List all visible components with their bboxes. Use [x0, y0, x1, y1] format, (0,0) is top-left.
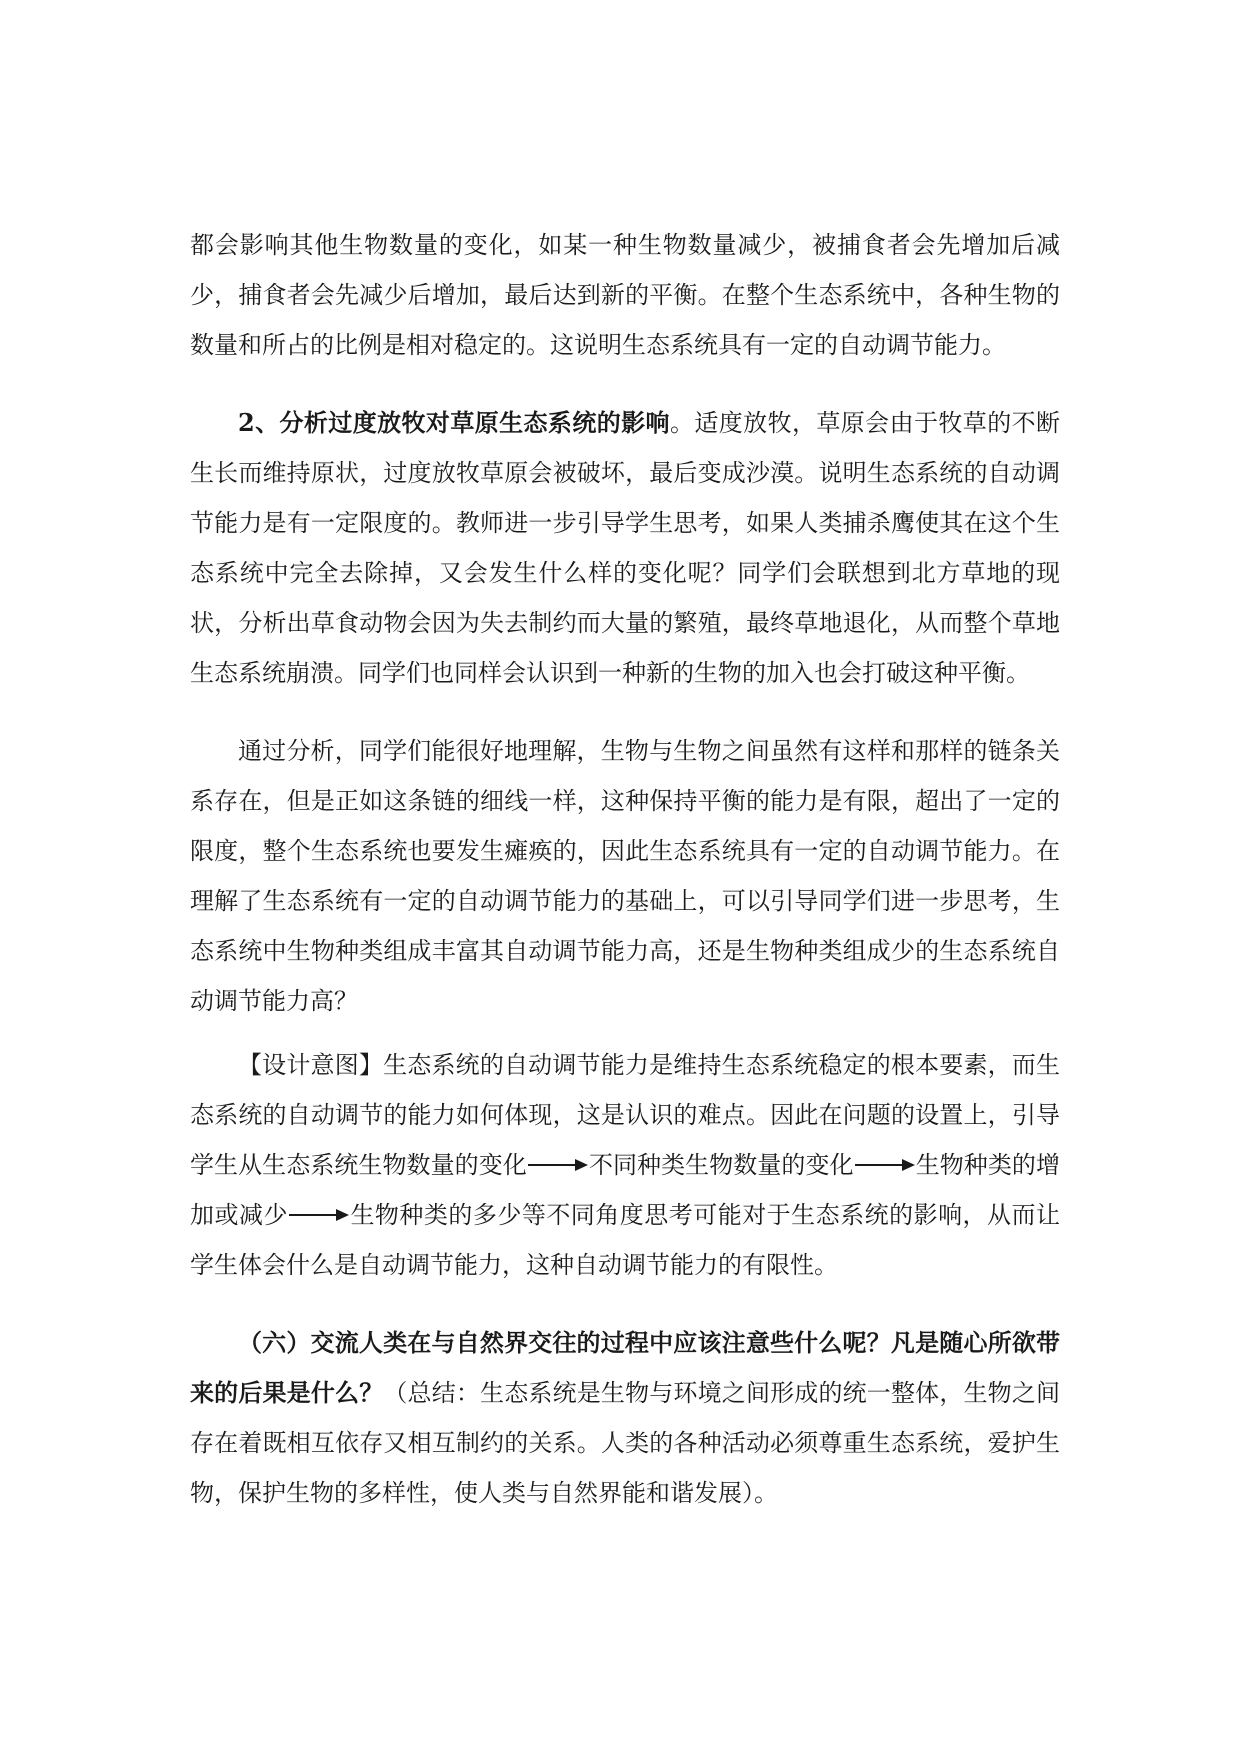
right-arrow-icon	[854, 1153, 916, 1177]
paragraph-overgrazing-text: 。适度放牧，草原会由于牧草的不断生长而维持原状，过度放牧草原会被破坏，最后变成沙漠。说明生态系统的自动调节能力是有一定限度的。教师进一步引导学生思考，如果人类捕杀鹰使其在这个生态系统中完全去除掉，又会发生什么样的变化呢？同学们会联想到北方草地的现状，分析出草食动物会因为失去制约而大量的繁殖，最终草地退化，从而整个草地生态系统崩溃。同学们也同样会认识到一种新的生物的加入也会打破这种平衡。	[190, 409, 1060, 687]
paragraph-analysis: 通过分析，同学们能很好地理解，生物与生物之间虽然有这样和那样的链条关系存在，但是正如这条链的细线一样，这种保持平衡的能力是有限，超出了一定的限度，整个生态系统也要发生瘫痪的，因此生态系统具有一定的自动调节能力。在理解了生态系统有一定的自动调节能力的基础上，可以引导同学们进一步思考，生态系统中生物种类组成丰富其自动调节能力高，还是生物种类组成少的生态系统自动调节能力高？	[190, 737, 1060, 1015]
section-heading-overgrazing: 2、分析过度放牧对草原生态系统的影响	[238, 408, 670, 437]
paragraph-overgrazing	[190, 398, 1060, 698]
paragraph-balance: 都会影响其他生物数量的变化，如某一种生物数量减少，被捕食者会先增加后减少，捕食者会先减少后增加，最后达到新的平衡。在整个生态系统中，各种生物的数量和所占的比例是相对稳定的。这说明生态系统具有一定的自动调节能力。	[190, 231, 1060, 359]
design-intent-text-1: 【设计意图】生态系统的自动调节能力是维持生态系统稳定的根本要素，而生态系统的自动调节的能力如何体现，这是认识的难点。因此在问题的设置上，引导学生从生态系统生物数量的变化	[190, 1051, 1060, 1179]
design-intent-text-4: 生物种类的多少等不同角度思考可能对于生态系统的影响，从而让学生体会什么是自动调节能力，这种自动调节能力的有限性。	[190, 1201, 1061, 1279]
right-arrow-icon	[527, 1153, 589, 1177]
section-heading-discussion: （六）交流人类在与自然界交往的过程中应该注意些什么呢？凡是随心所欲带来的后果是什么？	[190, 1328, 1060, 1407]
document-page	[190, 220, 1060, 1518]
paragraph-discussion	[190, 1318, 1060, 1518]
paragraph-discussion-summary: （总结：生态系统是生物与环境之间形成的统一整体，生物之间存在着既相互依存又相互制约的关系。人类的各种活动必须尊重生态系统，爱护生物，保护生物的多样性，使人类与自然界能和谐发展）。	[190, 1379, 1061, 1507]
design-intent-text-2: 不同种类生物数量的变化	[588, 1151, 854, 1179]
paragraph-design-intent	[190, 1040, 1060, 1290]
right-arrow-icon	[288, 1203, 350, 1227]
design-intent-text-3: 生物种类的增加或减少	[190, 1151, 1060, 1229]
